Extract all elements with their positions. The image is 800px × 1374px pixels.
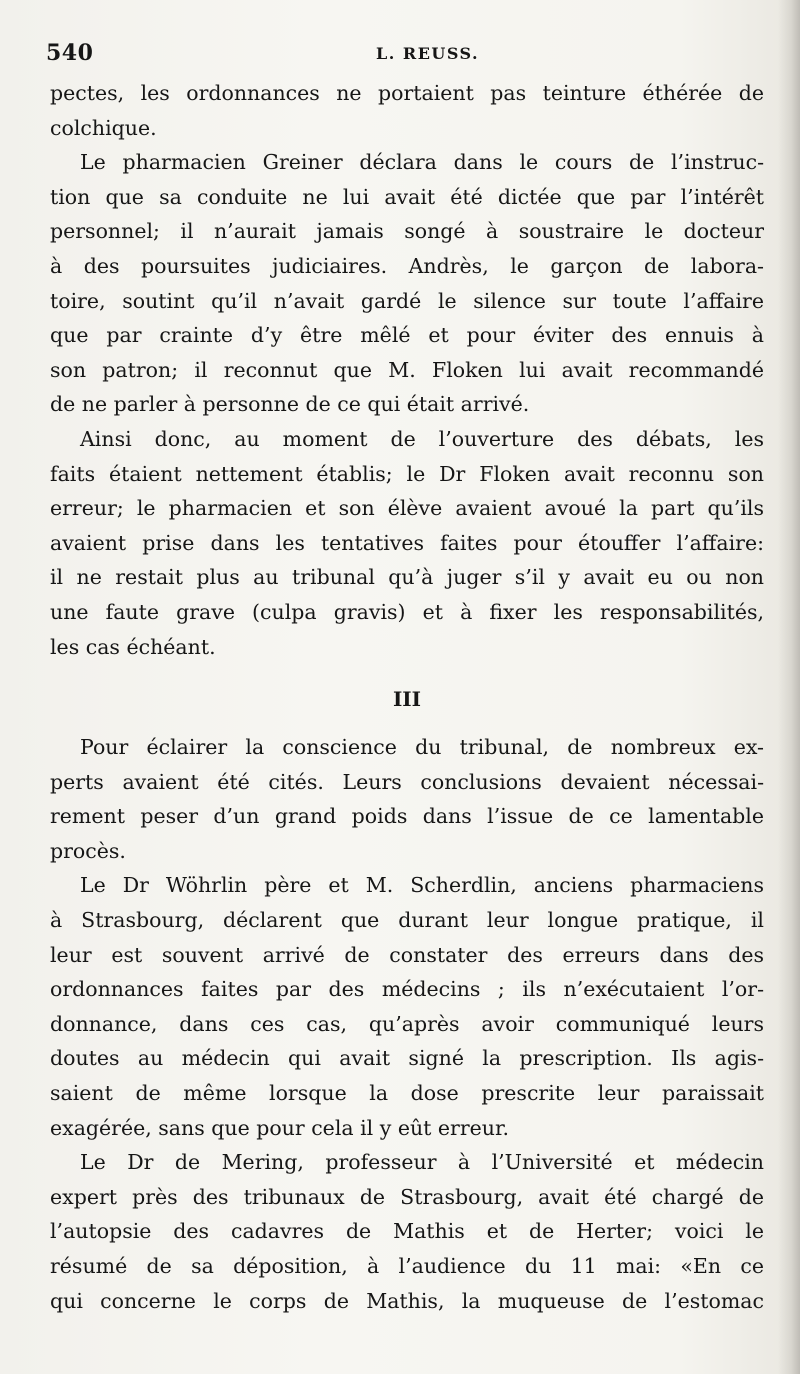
text-line: Pour éclairer la conscience du tribunal, de nombreux ex- <box>80 735 764 760</box>
text-line: à Strasbourg, déclarent que durant leur longue pratique, il <box>50 908 764 933</box>
text-line: rement peser d’un grand poids dans l’issue de ce lamentable <box>50 804 764 829</box>
text-line: toire, soutint qu’il n’avait gardé le silence sur toute l’affaire <box>50 288 764 313</box>
text-line: son patron; il reconnut que M. Floken lui avait recommandé <box>50 357 764 382</box>
text-line: de ne parler à personne de ce qui était arrivé. <box>50 392 530 417</box>
page-number: 540 <box>46 40 94 66</box>
text-line: saient de même lorsque la dose prescrite leur paraissait <box>50 1081 764 1106</box>
text-line: tion que sa conduite ne lui avait été dictée que par l’intérêt <box>50 184 764 209</box>
text-line: faits étaient nettement établis; le Dr Floken avait reconnu son <box>50 461 764 486</box>
text-line: erreur; le pharmacien et son élève avaient avoué la part qu’ils <box>50 496 764 521</box>
text-line: exagérée, sans que pour cela il y eût erreur. <box>50 1115 510 1140</box>
text-line: Le Dr de Mering, professeur à l’Université et médecin <box>80 1150 764 1175</box>
page-header <box>46 40 758 70</box>
running-head: L. REUSS. <box>376 44 480 63</box>
text-line: personnel; il n’aurait jamais songé à soustraire le docteur <box>50 219 764 244</box>
text-line: l’autopsie des cadavres de Mathis et de Herter; voici le <box>50 1219 764 1244</box>
spacer <box>50 722 764 730</box>
page-edge-shadow <box>778 0 800 1374</box>
text-line: à des poursuites judiciaires. Andrès, le garçon de labora- <box>50 253 764 278</box>
text-line: procès. <box>50 838 126 863</box>
text-line: que par crainte d’y être mêlé et pour éviter des ennuis à <box>50 323 764 348</box>
text-line: une faute grave (culpa gravis) et à fixer les responsabilités, <box>50 599 764 624</box>
text-line: pectes, les ordonnances ne portaient pas teinture éthérée de <box>50 81 764 105</box>
text-line: ordonnances faites par des médecins ; ils n’exécutaient l’or- <box>50 977 764 1002</box>
text-line: donnance, dans ces cas, qu’après avoir communiqué leurs <box>50 1011 764 1036</box>
text-line: expert près des tribunaux de Strasbourg, avait été chargé de <box>50 1184 764 1209</box>
text-line: Ainsi donc, au moment de l’ouverture des débats, les <box>80 426 764 451</box>
text-line: résumé de sa déposition, à l’audience du 11 mai: «En ce <box>50 1254 764 1278</box>
text-line: Le pharmacien Greiner déclara dans le cours de l’instruc- <box>80 150 764 175</box>
text-line: Le Dr Wöhrlin père et M. Scherdlin, anciens pharmaciens <box>80 873 764 898</box>
text-line: perts avaient été cités. Leurs conclusions devaient nécessai- <box>50 769 764 794</box>
text-line: il ne restait plus au tribunal qu’à juger s’il y avait eu ou non <box>50 565 764 590</box>
text-line: colchique. <box>50 115 157 140</box>
text-line: qui concerne le corps de Mathis, la muqueuse de l’estomac <box>50 1288 764 1313</box>
text-line: les cas échéant. <box>50 634 216 659</box>
section-heading: III <box>392 687 422 712</box>
text-line: leur est souvent arrivé de constater des erreurs dans des <box>50 942 764 967</box>
text-line: doutes au médecin qui avait signé la prescription. Ils agis- <box>50 1046 764 1071</box>
text-line: avaient prise dans les tentatives faites pour étouffer l’affaire: <box>50 530 764 555</box>
body-text <box>50 76 764 1318</box>
